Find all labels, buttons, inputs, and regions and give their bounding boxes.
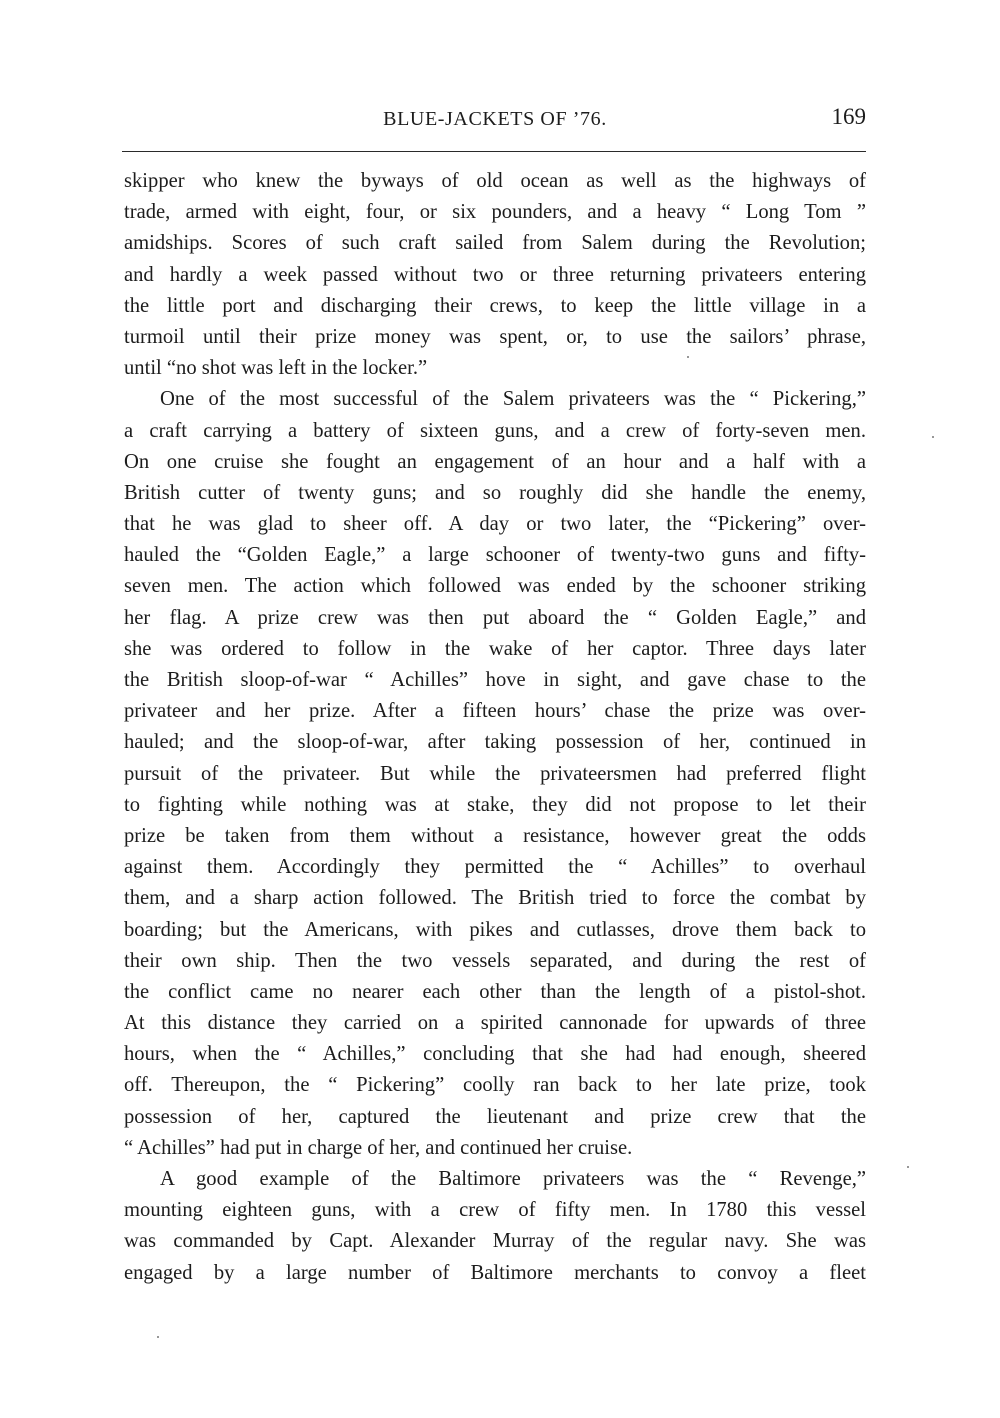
text-line: “ Achilles” had put in charge of her, and continued her cruise. [124,1136,633,1159]
text-line: possession of her, captured the lieutenant and prize crew that the [124,1105,866,1128]
text-line: boarding; but the Americans, with pikes and cutlasses, drove them back to [124,918,866,941]
text-line: prize be taken from them without a resistance, however great the odds [124,824,866,847]
text-line: hauled; and the sloop-of-war, after taking possession of her, continued in [124,731,866,754]
text-line: trade, armed with eight, four, or six pounders, and a heavy “ Long Tom ” [124,201,866,224]
scan-speck [157,1336,159,1338]
running-head [122,104,868,144]
text-line: to fighting while nothing was at stake, they did not propose to let their [124,793,866,816]
text-line: turmoil until their prize money was spent, or, to use the sailors’ phrase, [124,325,866,348]
text-line: the little port and discharging their crews, to keep the little village in a [124,294,866,317]
text-line: until “no shot was left in the locker.” [124,357,428,380]
text-line: and hardly a week passed without two or three returning privateers entering [124,263,866,286]
text-line: a craft carrying a battery of sixteen guns, and a crew of forty-seven men. [124,419,866,442]
text-line: them, and a sharp action followed. The British tried to force the combat by [124,887,866,910]
text-line: amidships. Scores of such craft sailed from Salem during the Revolution; [124,232,866,255]
text-line: the British sloop-of-war “ Achilles” hove in sight, and gave chase to the [124,669,866,691]
text-line: engaged by a large number of Baltimore merchants to convoy a fleet [124,1261,866,1284]
text-line: skipper who knew the byways of old ocean as well as the highways of [124,170,866,192]
page-number: 169 [831,104,866,129]
text-line: hauled the “Golden Eagle,” a large schooner of twenty-two guns and fifty- [124,544,866,567]
text-line: On one cruise she fought an engagement of an hour and a half with a [124,450,866,473]
scan-speck [907,1166,909,1168]
text-line: her flag. A prize crew was then put aboard the “ Golden Eagle,” and [124,606,866,629]
scan-speck [932,436,934,438]
text-line: off. Thereupon, the “ Pickering” coolly ran back to her late prize, took [124,1074,866,1097]
header-rule [122,151,866,152]
text-line: the conflict came no nearer each other than the length of a pistol-shot. [124,980,866,1003]
paragraph-start-line: One of the most successful of the Salem privateers was the “ Pickering,” [160,388,866,411]
running-title: BLUE-JACKETS OF ’76. [383,108,607,130]
text-line: was commanded by Capt. Alexander Murray of the regular navy. She was [124,1230,866,1253]
text-line: she was ordered to follow in the wake of her captor. Three days later [124,637,866,660]
text-line: hours, when the “ Achilles,” concluding that she had had enough, sheered [124,1043,866,1066]
paragraph-start-line: A good example of the Baltimore privateers was the “ Revenge,” [160,1168,866,1190]
text-line: mounting eighteen guns, with a crew of fifty men. In 1780 this vessel [124,1199,866,1222]
text-line: that he was glad to sheer off. A day or two later, the “Pickering” over- [124,513,866,536]
text-line: pursuit of the privateer. But while the privateersmen had preferred flight [124,762,866,785]
text-line: against them. Accordingly they permitted the “ Achilles” to overhaul [124,856,866,879]
scan-speck [687,356,689,358]
text-line: privateer and her prize. After a fifteen hours’ chase the prize was over- [124,700,866,723]
text-line: their own ship. Then the two vessels separated, and during the rest of [124,949,866,972]
text-line: seven men. The action which followed was ended by the schooner striking [124,575,866,598]
text-line: British cutter of twenty guns; and so roughly did she handle the enemy, [124,481,866,504]
body-text [124,166,866,1289]
text-line: At this distance they carried on a spirited cannonade for upwards of three [124,1012,866,1035]
